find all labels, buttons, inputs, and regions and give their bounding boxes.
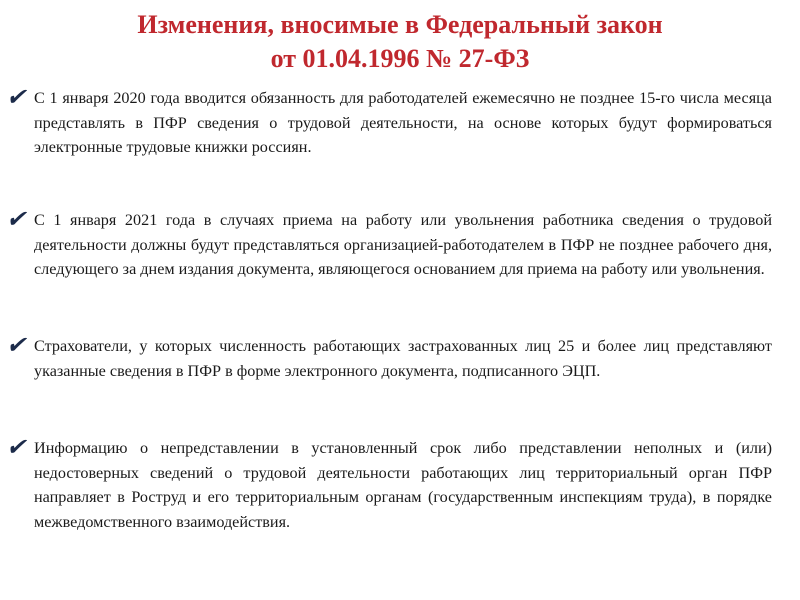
- bullet-text-2: С 1 января 2021 года в случаях приема на работу или увольнения работника сведения о трудовой деятельности должны будут представляться организацией-работодателем в ПФР не позднее рабочего дня, следующего за днем издания документа, являющегося основанием для приема на работу или увольнения.: [34, 211, 772, 279]
- bullet-item-3: [6, 333, 772, 383]
- check-icon: ✔: [6, 435, 27, 461]
- bullet-text-4: Информацию о непредставлении в установленный срок либо представлении неполных и (или) недостоверных сведений о трудовой деятельности работающих лиц территориальный орган ПФР направляет в Роструд и его территориальным органам (государственным инспекциям труда), в порядке межведомственного взаимодействия.: [34, 439, 772, 531]
- bullet-item-2: [6, 207, 772, 282]
- bullet-text-3: Страхователи, у которых численность работающих застрахованных лиц 25 и более лиц представляют указанные сведения в ПФР в форме электронного документа, подписанного ЭЦП.: [34, 337, 772, 380]
- bullet-text-1: С 1 января 2020 года вводится обязанность для работодателей ежемесячно не позднее 15-го числа месяца представлять в ПФР сведения о трудовой деятельности, на основе которых будут формироваться электронные трудовые книжки россиян.: [34, 89, 772, 157]
- bullet-item-4: [6, 435, 772, 534]
- slide-title-line-1: Изменения, вносимые в Федеральный закон: [137, 10, 663, 39]
- slide-title-line-2: от 01.04.1996 № 27-ФЗ: [270, 44, 530, 73]
- check-icon: ✔: [6, 85, 27, 111]
- bullet-item-1: [6, 85, 772, 160]
- check-icon: ✔: [6, 333, 27, 359]
- check-icon: ✔: [6, 207, 27, 233]
